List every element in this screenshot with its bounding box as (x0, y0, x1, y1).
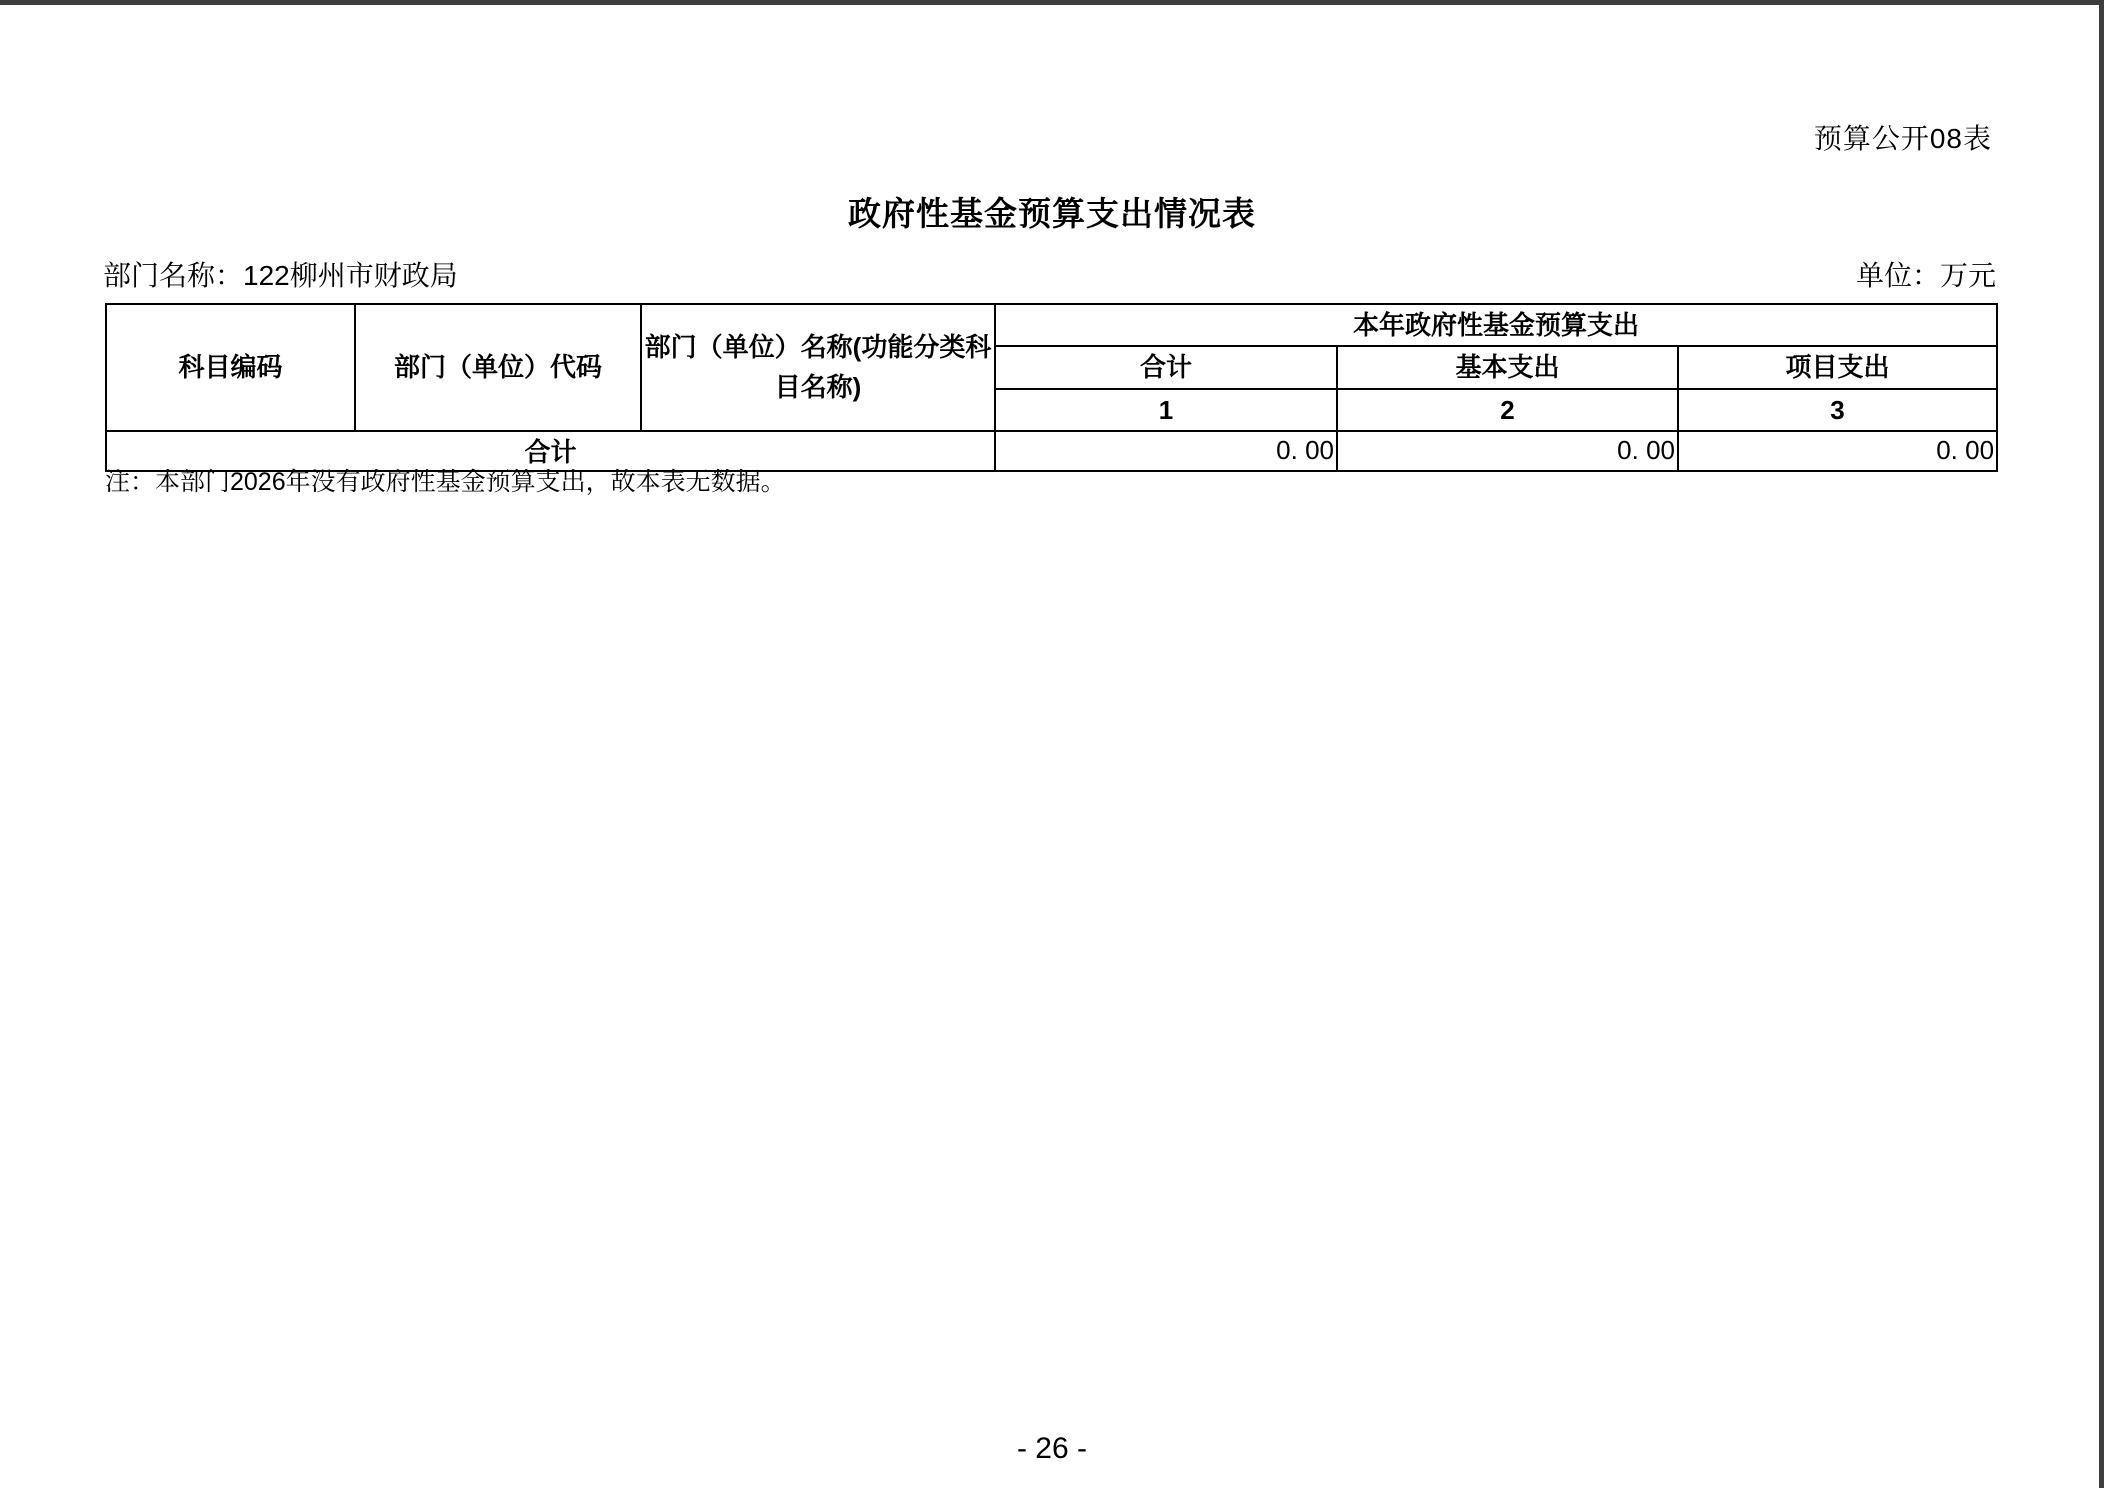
header-dept-name: 部门（单位）名称(功能分类科目名称) (641, 304, 995, 431)
header-index-2: 2 (1337, 389, 1678, 431)
page-top-edge (0, 0, 2104, 5)
total-row-basic-value: 0. 00 (1337, 431, 1678, 471)
budget-table (105, 303, 1998, 472)
header-index-3: 3 (1678, 389, 1997, 431)
header-dept-code: 部门（单位）代码 (355, 304, 641, 431)
header-total: 合计 (995, 346, 1337, 388)
header-basic-expense: 基本支出 (1337, 346, 1678, 388)
total-row-project-value: 0. 00 (1678, 431, 1997, 471)
table-note: 注：本部门2026年没有政府性基金预算支出，故本表无数据。 (105, 468, 786, 496)
header-subject-code: 科目编码 (106, 304, 355, 431)
total-row-label: 合计 (106, 431, 995, 471)
unit-label: 单位：万元 (1855, 260, 1996, 291)
total-row-total-value: 0. 00 (995, 431, 1337, 471)
table-row-total (106, 431, 1997, 471)
header-index-1: 1 (995, 389, 1337, 431)
table-meta-row (103, 258, 1996, 294)
page-number: - 26 - (1016, 1432, 1088, 1465)
form-number-label: 预算公开08表 (1813, 123, 1992, 154)
page-title: 政府性基金预算支出情况表 (848, 195, 1256, 232)
header-row-group (106, 304, 1997, 346)
header-project-expense: 项目支出 (1678, 346, 1997, 388)
header-current-year-group: 本年政府性基金预算支出 (995, 304, 1997, 346)
department-name-label: 部门名称：122柳州市财政局 (103, 260, 458, 291)
